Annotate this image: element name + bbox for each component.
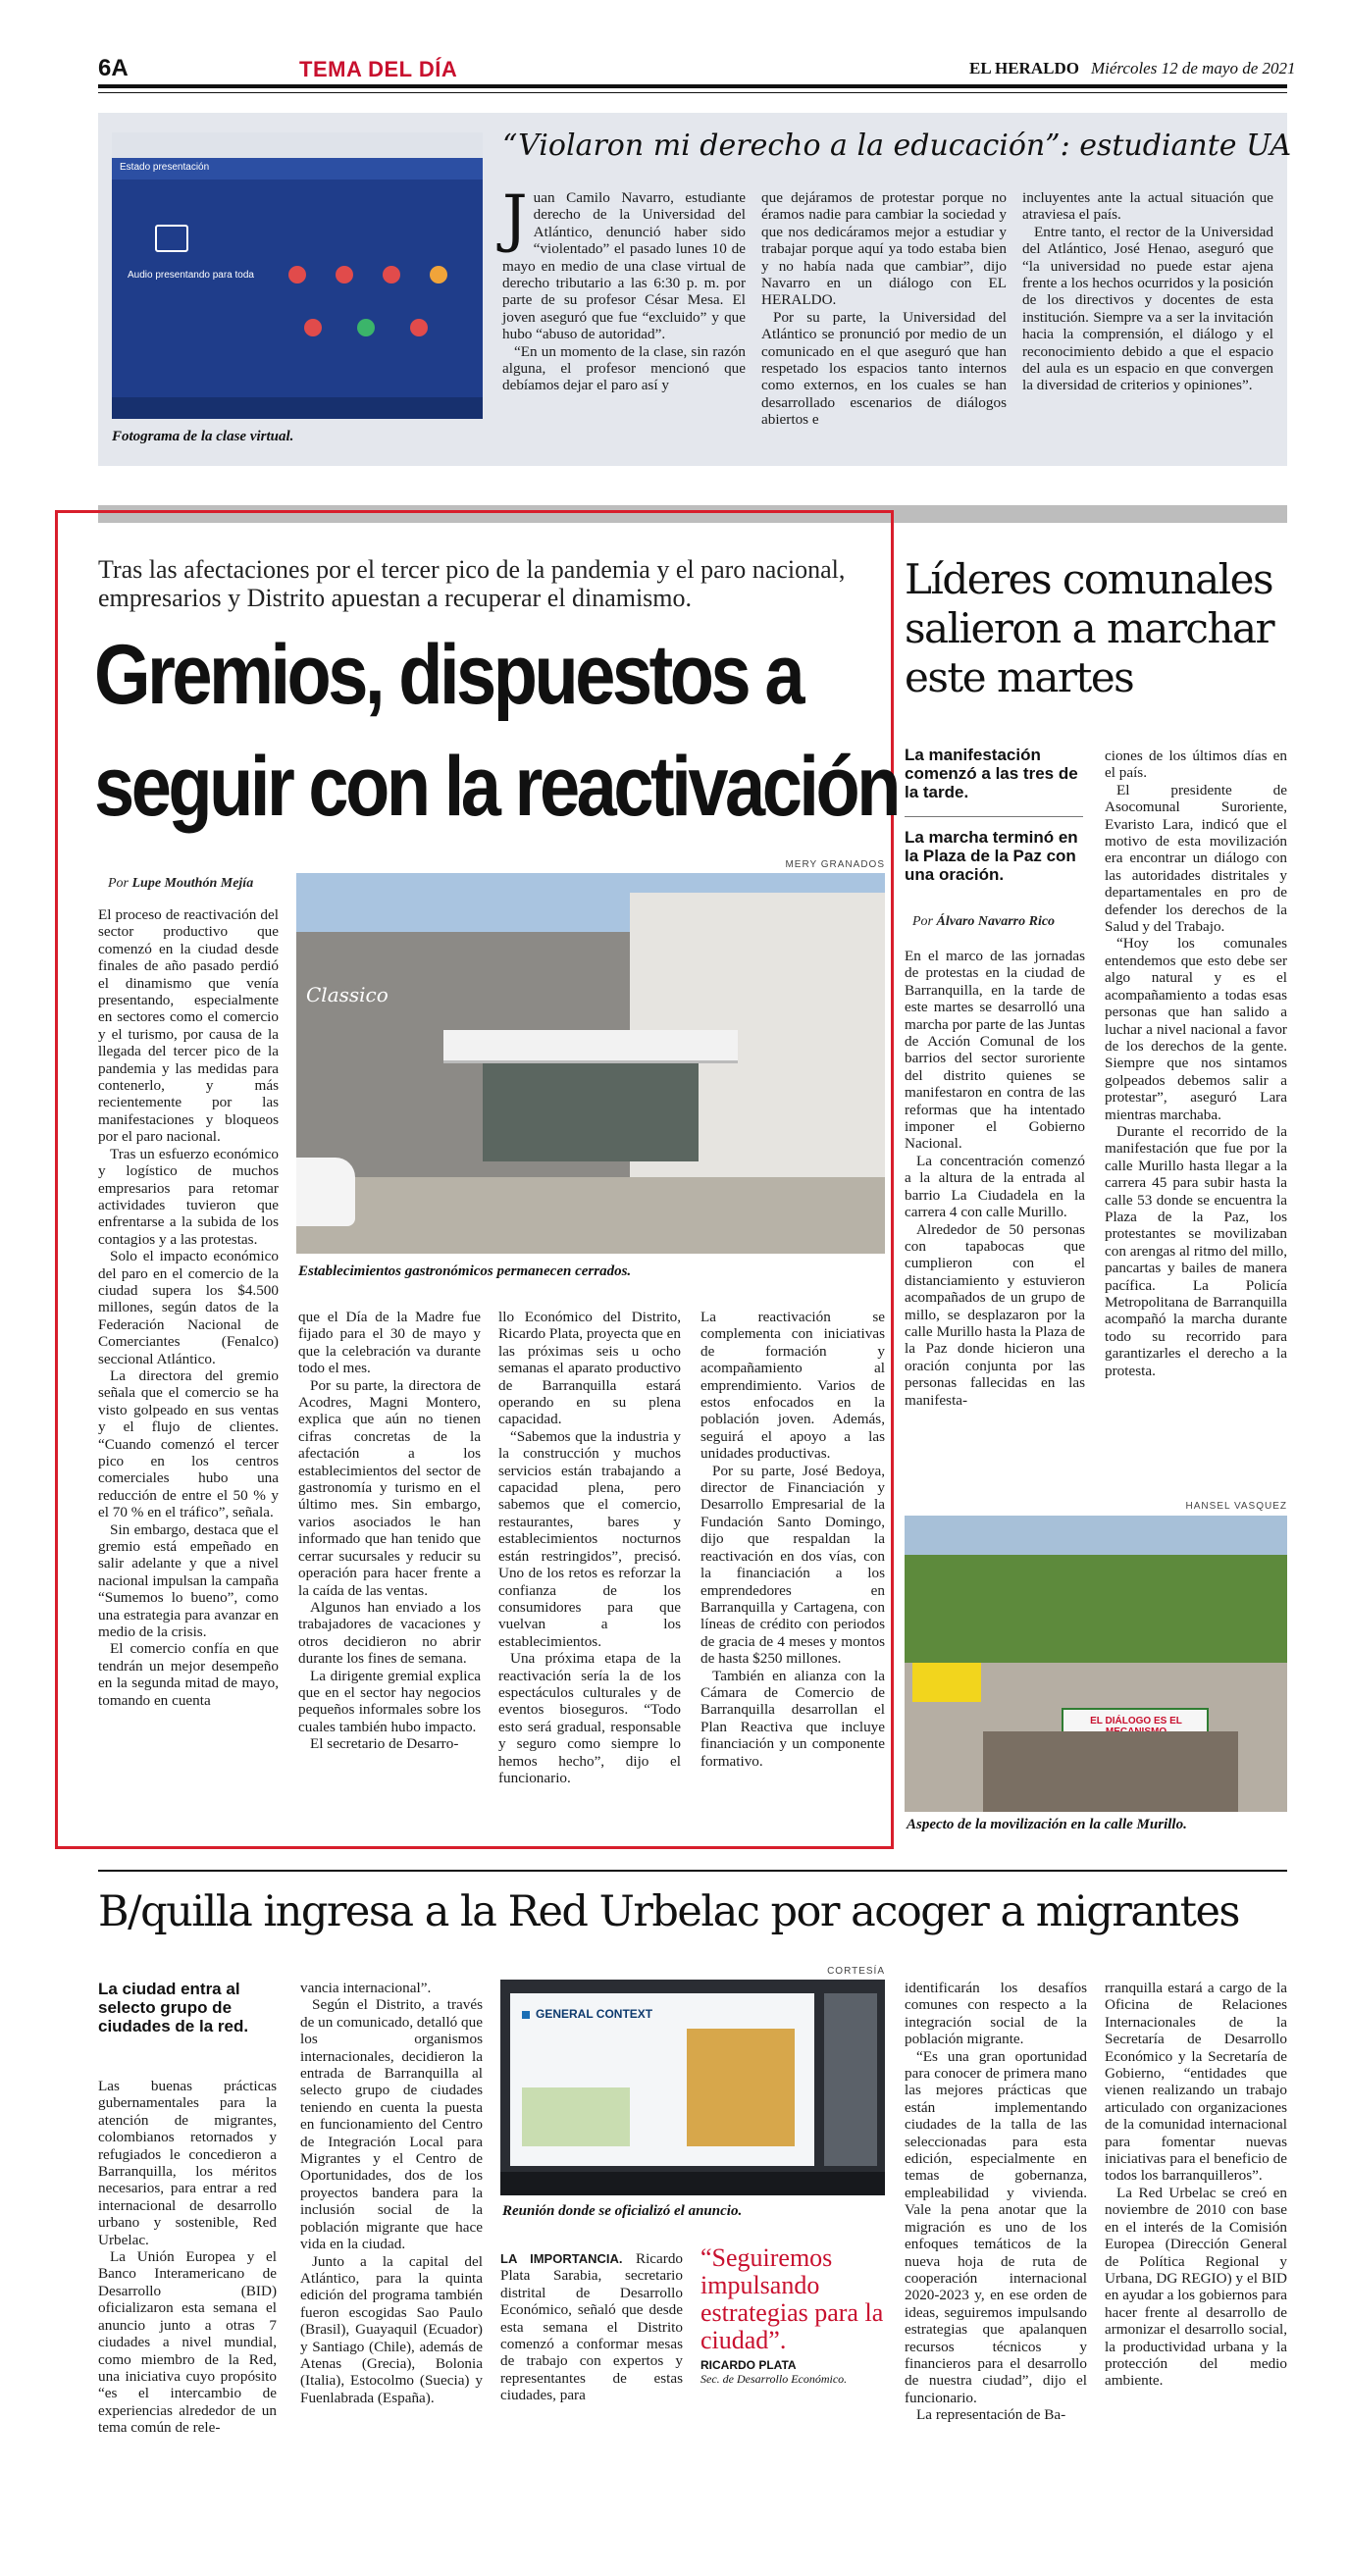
side-sub-divider [905, 816, 1083, 817]
march-photo [905, 1516, 1287, 1812]
side-col-1: En el marco de las jornadas de protestas en la ciudad de Barranquilla, en la tarde de este martes se desarrolló una marcha por parte de las Juntas de Acción Comunal de los barrios del sector suroriente del distrito quienes se manifestaron en contra de las reformas que ha intentado imponer el Gobierno Nacional. La concentración comenzó a la altura de la entrada al barrio La Ciudadela en la carrera 4 con calle Murillo. Alrededor de 50 personas con tapabocas que cumplieron con el distanciamiento y estuvieron acompañados de un grupo de millo, se desplazaron por la calle Murillo hasta la Plaza de la Paz donde hicieron una oración conjunta por las personas fallecidas en las manifesta- [905, 948, 1085, 1409]
side-photo-caption: Aspecto de la movilización en la calle Murillo. [907, 1817, 1187, 1832]
box-photo-caption: Fotograma de la clase virtual. [112, 429, 294, 444]
banner-text: EL DIÁLOGO ES EL [1090, 1716, 1182, 1726]
screen-text: Audio presentando para toda [128, 270, 254, 281]
bottom-col-5: rranquilla estará a cargo de la Oficina de Relaciones Internacionales de la Secretaría de Desarrollo Económico y la Secretaría de Gobierno, “entidades que vienen realizando un trabajo articulado con organizaciones de la comunidad internacional para fomentar nuevas iniciativas para el beneficio de todos los barranquilleros”. La Red Urbelac se creó en noviembre de 2010 con base en el interés de la Comisión Europea (Dirección General de Política Regional y Urbana, DG REGIO) y el BID en ayudar a los gobiernos para hacer frente al desarrollo de armonizar el desarrollo social, la productividad urbana y la protección del medio ambiente. [1105, 1980, 1287, 2390]
dropcap: J [502, 182, 528, 255]
meeting-toolbar [500, 2172, 885, 2195]
shop-window [483, 1063, 699, 1161]
main-kicker: Tras las afectaciones por el tercer pico de la pandemia y el paro nacional, empresarios y Distrito apuestan a recuperar el dinamismo. [98, 555, 846, 612]
side-photo-credit: HANSEL VASQUEZ [1185, 1501, 1287, 1512]
side-col-2: ciones de los últimos días en el país. El presidente de Asocomunal Suroriente, Evaristo Lara, indicó que el motivo de esta movilización era encontrar un diálogo con las autoridades distritales y departamentales en pro de defender los derechos de la Salud y del Trabajo. “Hoy los comunales entendemos que esto debe ser algo natural y es el acompañamiento a todas esas personas que han salido a luchar a nivel nacional a favor de los derechos de la gente. Siempre que nos sintamos golpeados debemos salir a protestar”, aseguró Lara mientras marchaba. Durante el recorrido de la manifestación que fue por la calle Murillo hasta llegar a la carrera 45 para subir hasta la calle 53 donde se encuentra la Plaza de la Paz, los protestantes se movilizaban con arengas al ritmo del millo, pancartas y bailes de manera pacífica. La Policía Metropolitana de Barranquilla acompañó la marcha durante todo su recorrido para garantizarles el derecho a la protesta. [1105, 747, 1287, 1379]
pull-quote-text: “Seguiremos impulsando estrategias para la ciudad”. [700, 2243, 884, 2354]
header-rule-thin [98, 92, 1287, 93]
side-sub-2: La marcha terminó en la Plaza de la Paz con una oración. [905, 828, 1078, 884]
box-col-1: Juan Camilo Navarro, estudiante derecho de la Universidad del Atlántico, denunció haber sido “violentado” el pasado lunes 10 de mayo en medio de una clase virtual de derecho tributario a las 6:30 p. m. por parte de su profesor César Mesa. El joven aseguró que fue “excluido” y que hubo “abuso de autoridad”. “En un momento de la clase, sin razón alguna, el profesor mencionó que debíamos dejar el paro así y [502, 182, 746, 394]
section-title: TEMA DEL DÍA [299, 57, 458, 81]
main-headline-line1: Gremios, dispuestos a [94, 628, 803, 722]
bottom-col-4: identificarán los desafíos comunes con respecto a la integración social de la población migrante. “Es una gran oportunidad para conocer de primera mano las mejores prácticas que están implementando ciudades de la talla de las seleccionadas para esta edición, especialmente en temas de gobernanza, empleabilidad y vivienda. Vale la pena anotar que la migración es uno de los enfoques temáticos de la nueva hoja de ruta de cooperación internacional 2020-2023 y, en ese orden de ideas, seguiremos impulsando estrategias que apalanquen recursos técnicos y financieros para el desarrollo de nuestra ciudad”, dijo el funcionario. La representación de Ba- [905, 1980, 1087, 2424]
main-photo-credit: MERY GRANADOS [785, 859, 885, 870]
flag [912, 1663, 981, 1702]
slide-title: GENERAL CONTEXT [536, 2007, 653, 2021]
main-byline: Por Lupe Mouthón Mejía [108, 876, 254, 891]
participant-avatar [288, 266, 306, 283]
bottom-rule [98, 1870, 1287, 1872]
bottom-photo-caption: Reunión donde se oficializó el anuncio. [502, 2203, 743, 2219]
box-headline: “Violaron mi derecho a la educación”: estudiante UA [502, 129, 1292, 163]
bottom-sub: La ciudad entra al selecto grupo de ciudades de la red. [98, 1980, 249, 2035]
bottom-col-3: LA IMPORTANCIA. Ricardo Plata Sarabia, secretario distrital de Desarrollo Económico, señaló que desde esta semana el Distrito comenzó a conformar mesas de trabajo con expertos y representantes de estas ciudades, para [500, 2250, 684, 2404]
page-number: 6A [98, 55, 129, 81]
participant-avatar [336, 266, 353, 283]
side-sub-1: La manifestación comenzó a las tres de la tarde. [905, 746, 1078, 801]
meeting-photo [500, 1980, 885, 2195]
participant-avatar [304, 319, 322, 336]
participant-strip [824, 1993, 877, 2166]
box-col-3: incluyentes ante la actual situación que atraviesa el país. Entre tanto, el rector de la Universidad del Atlántico, José Henao, aseguró que “la universidad no puede estar ajena frente a los hechos ocurridos y la posición de los directivos y docentes de esta institución. Siempre va a ser la invitación hacia la comprensión, el diálogo y el reconocimiento debido a que el espacio del aula es un espacio en que convergen la diversidad de criterios y opiniones”. [1022, 189, 1274, 394]
box-col-2: que dejáramos de protestar porque no éramos nadie para cambiar la sociedad y que nos dedicáramos mejor a estudiar y trabajar porque aquí ya todo estaba bien y no había nada que cambiar”, dijo Navarro en un diálogo con EL HERALDO. Por su parte, la Universidad del Atlántico se pronunció por medio de un comunicado en el que aseguró que han respetado los espacios tanto internos como externos, en los cuales se han desarrollado escenarios de diálogos abiertos e [761, 189, 1007, 429]
bottom-col-1: Las buenas prácticas gubernamentales para la atención de migrantes, colombianos retornados y refugiados le concedieron a Barranquilla, los méritos necesarios, para entrar a red internacional de desarrollo urbano y sostenible, Red Urbelac. La Unión Europea y el Banco Interamericano de Desarrollo (BID) oficializaron esta semana el anuncio junto a otras 7 ciudades a nivel mundial, como miembro de la Red, una iniciativa cuyo propósito “es el intercambio de experiencias alrededor de un tema común de rele- [98, 2078, 277, 2437]
storefront-photo [296, 873, 885, 1254]
storefront-sign: Classico [306, 983, 389, 1006]
side-headline: Líderes comunales salieron a marchar este martes [905, 555, 1274, 701]
main-col-1: El proceso de reactivación del sector productivo que comenzó en la ciudad desde finales de año pasado perdió el dinamismo que venía presentando, especialmente en sectores como el comercio y el turismo, por causa de la llegada del tercer pico de la pandemia y las medidas para contenerlo, y más recientemente por las manifestaciones y bloqueos por el paro nacional. Tras un esfuerzo económico y logístico de muchos empresarios para retomar actividades tuvieron que enfrentarse a la subida de los contagios y a las protestas. Solo el impacto económico del paro en el comercio de la ciudad supera los $4.500 millones, según datos de la Federación Nacional de Comerciantes (Fenalco) seccional Atlántico. La directora del gremio señala que el comercio se ha visto golpeado en sus ventas y el flujo de clientes. “Cuando comenzó el tercer pico en los centros comerciales hubo una reducción de entre el 50 % y el 70 % en el tráfico”, señala. Sin embargo, destaca que el gremio está empeñado en salir adelante y que a nivel nacional impulsan la campaña “Sumemos lo bueno”, como una estrategia para avanzar en medio de la crisis. El comercio confía en que tendrán un mejor desempeño en la segunda mitad de mayo, tomando en cuenta [98, 906, 279, 1709]
main-col-2: que el Día de la Madre fue fijado para el 30 de mayo y que la celebración va durante todo el mes. Por su parte, la directora de Acodres, Magni Montero, explica que aún no tienen cifras concretas de la afectación a los establecimientos del sector de gastronomía y turismo en el último mes. Sin embargo, varios asociados le han informado que han tenido que cerrar sucursales y reducir su operación para hacer frente a la caída de las ventas. Algunos han enviado a los trabajadores de vacaciones y otros decidieron no abrir durante los fines de semana. La dirigente gremial explica que en el sector hay negocios pequeños informales sobre los cuales también hubo impacto. El secretario de Desarro- [298, 1309, 481, 1753]
bottom-col-2: vancia internacional”. Según el Distrito, a través de un comunicado, detalló que los organismos internacionales, decidieron la entrada de Barranquilla al selecto grupo de ciudades teniendo en cuenta la puesta en funcionamiento del Centro de Integración Local para Migrantes y el Centro de Oportunidades, dos de los proyectos bandera para la inclusión social de la población migrante que hace vida en la ciudad. Junto a la capital del Atlántico, para la quinta edición del programa también fueron escogidas Sao Paulo (Brasil), Guayaquil (Ecuador) y Santiago (Chile), además de Atenas (Grecia), Bolonia (Italia), Estocolmo (Suecia) y Fuenlabrada (España). [300, 1980, 483, 2406]
parked-car [296, 1158, 355, 1226]
screen-caption: Estado presentación [120, 162, 210, 173]
slide-bullet [522, 2011, 530, 2019]
header-date: Miércoles 12 de mayo de 2021 [1091, 59, 1296, 77]
slide-map [687, 2029, 795, 2146]
pull-quote [700, 2244, 889, 2387]
box-story [98, 113, 1292, 466]
participant-avatar [430, 266, 447, 283]
main-col-3: llo Económico del Distrito, Ricardo Plata, proyecta que en las próximas seis u ocho semanas el aparato productivo de Barranquilla estará operando en su plena capacidad. “Sabemos que la industria y la construcción y muchos servicios están trabajando a capacidad plena, pero sabemos que el comercio, restaurantes, bares y establecimientos nocturnos están restringidos”, precisó. Uno de los retos es reforzar la confianza de los consumidores para que vuelvan a los establecimientos. Una próxima etapa de la reactivación sería la de los espectáculos culturales y de eventos bioseguros. “Todo esto será gradual, responsable y seguro como siempre lo hemos hecho”, dijo el funcionario. [498, 1309, 681, 1786]
main-headline-line2: seguir con la reactivación [94, 740, 899, 834]
trees [905, 1555, 1287, 1663]
participant-avatar [383, 266, 400, 283]
bottom-photo-credit: CORTESÍA [827, 1966, 885, 1977]
meeting-toolbar [112, 397, 483, 419]
header-rule [98, 84, 1287, 88]
marchers [983, 1731, 1238, 1812]
pull-quote-name: RICARDO PLATA [700, 2358, 797, 2372]
virtual-class-photo [112, 132, 483, 419]
canopy [443, 1030, 738, 1063]
bottom-headline: B/quilla ingresa a la Red Urbelac por acoger a migrantes [98, 1887, 1239, 1936]
main-col-4: La reactivación se complementa con iniciativas de formación y acompañamiento al emprendimiento. Varios de estos enfocados en la población joven. Además, seguirá el apoyo a las unidades productivas. Por su parte, José Bedoya, director de Financiación y Desarrollo Empresarial de la Fundación Santo Domingo, dijo que respaldan la reactivación en dos vías, con la financiación a los emprendedores en Barranquilla y Cartagena, con líneas de crédito con periodos de gracia de 4 meses y montos de hasta $250 millones. También en alianza con la Cámara de Comercio de Barranquilla desarrollan el Plan Reactiva que incluye financiación y un componente formativo. [700, 1309, 885, 1770]
browser-tabs-bar [112, 132, 483, 158]
participant-avatar [357, 319, 375, 336]
side-byline: Por Álvaro Navarro Rico [912, 914, 1056, 929]
pull-quote-role: Sec. de Desarrollo Económico. [700, 2372, 848, 2386]
main-photo-caption: Establecimientos gastronómicos permanecen cerrados. [298, 1263, 632, 1279]
slide-table [522, 2087, 630, 2146]
participant-avatar [410, 319, 428, 336]
screen-share-icon [155, 225, 188, 252]
paper-name: EL HERALDO [969, 59, 1079, 77]
street [296, 1177, 885, 1254]
